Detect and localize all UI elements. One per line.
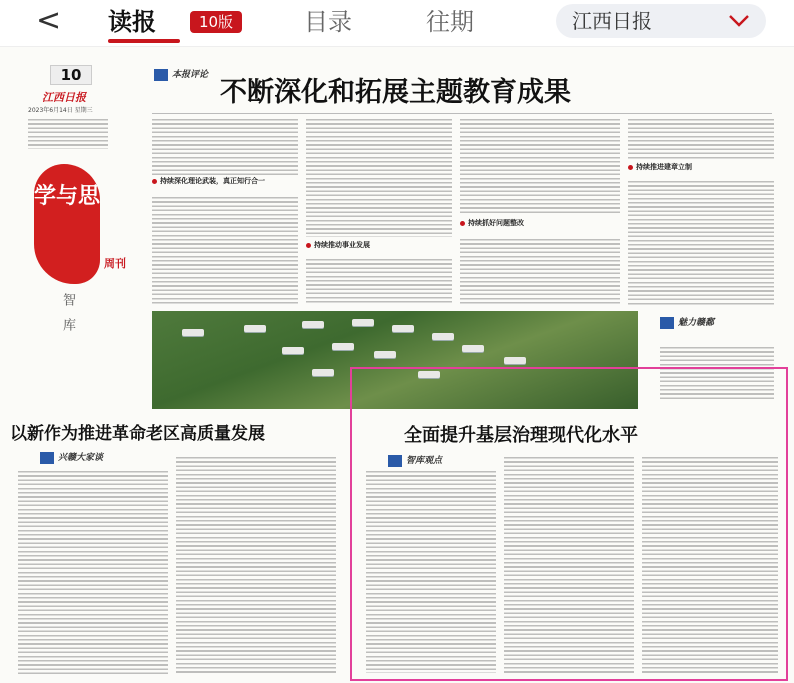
- active-tab-indicator: [108, 39, 180, 43]
- photo-tag-icon: [660, 317, 674, 329]
- editorial-subhead-4: [628, 163, 774, 172]
- photo-building: [302, 321, 324, 328]
- editorial-subhead-2: [306, 241, 452, 250]
- text-column: [176, 457, 336, 675]
- bullet-icon: [460, 221, 465, 226]
- text-column: [628, 181, 774, 305]
- photo-building: [392, 325, 414, 332]
- masthead-text-block: [28, 119, 108, 149]
- page-number: 10: [50, 65, 92, 85]
- photo-building: [462, 345, 484, 352]
- subhead-text: 持续推进建章立制: [636, 163, 692, 171]
- subhead-text: 持续深化理论武装，真正知行合一: [160, 177, 265, 185]
- photo-building: [332, 343, 354, 350]
- text-column: [460, 239, 620, 305]
- text-column: [628, 119, 774, 159]
- left-article-headline: 以新作为推进革命老区高质量发展: [10, 424, 265, 444]
- subhead-text: 持续推动事业发展: [314, 241, 370, 249]
- newspaper-selector[interactable]: [556, 4, 766, 38]
- edition-badge[interactable]: 10版: [190, 11, 242, 33]
- editorial-subhead-1: [152, 177, 298, 186]
- section-suffix: 周刊: [104, 257, 126, 270]
- selected-article-highlight[interactable]: [350, 367, 788, 681]
- paper-name-logo: 江西日报: [42, 91, 86, 104]
- left-article-tag: 兴赣大家谈: [58, 453, 104, 463]
- back-arrow-icon[interactable]: <: [36, 3, 62, 38]
- photo-building: [244, 325, 266, 332]
- bullet-icon: [306, 243, 311, 248]
- section-seal-logo: [34, 164, 100, 284]
- editorial-tag: 本报评论: [172, 70, 209, 80]
- photo-tag: 魅力赣鄱: [678, 318, 715, 328]
- newspaper-selector-label: 江西日报: [572, 9, 652, 33]
- right-article-headline: 全面提升基层治理现代化水平: [404, 425, 638, 446]
- tab-contents[interactable]: 目录: [304, 8, 352, 36]
- subhead-text: 持续抓好问题整改: [468, 219, 524, 227]
- photo-building: [312, 369, 334, 376]
- column-name: 智 库: [60, 293, 75, 336]
- tab-past-issues[interactable]: 往期: [426, 8, 474, 36]
- photo-building: [504, 357, 526, 364]
- text-column: [152, 197, 298, 305]
- bullet-icon: [628, 165, 633, 170]
- right-article-tag: 智库观点: [406, 456, 443, 466]
- bullet-icon: [152, 179, 157, 184]
- chevron-down-icon: [728, 14, 750, 28]
- editorial-headline: 不断深化和拓展主题教育成果: [220, 77, 571, 108]
- text-column: [152, 119, 298, 175]
- photo-building: [282, 347, 304, 354]
- top-nav-bar: [0, 0, 794, 47]
- photo-building: [374, 351, 396, 358]
- text-column: [306, 259, 452, 305]
- text-column: [460, 119, 620, 215]
- date-line: 2023年6月14日 星期三: [28, 107, 93, 114]
- editorial-subhead-3: [460, 219, 620, 228]
- tab-read-paper[interactable]: 读报: [108, 8, 156, 36]
- text-column: [18, 471, 168, 675]
- editorial-tag-icon: [154, 69, 168, 81]
- photo-building: [352, 319, 374, 326]
- photo-building: [432, 333, 454, 340]
- text-column: [306, 119, 452, 237]
- divider: [152, 113, 772, 114]
- left-article-tag-icon: [40, 452, 54, 464]
- section-name: 学与思: [34, 183, 101, 209]
- photo-building: [182, 329, 204, 336]
